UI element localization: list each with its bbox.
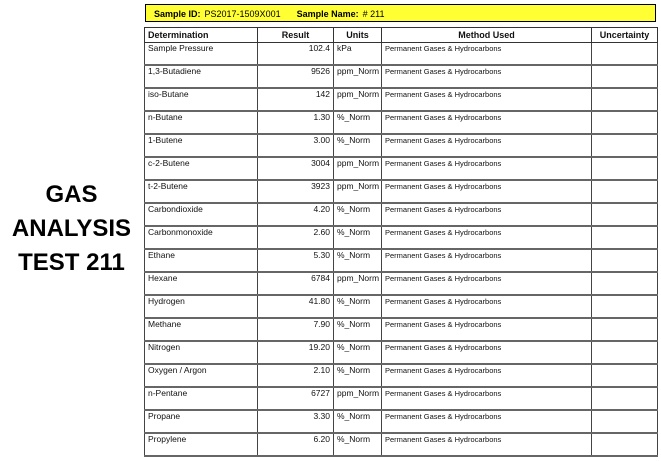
cell-method: Permanent Gases & Hydrocarbons [382, 387, 592, 410]
sample-name-label: Sample Name: [296, 9, 359, 19]
cell-result: 3.30 [258, 410, 334, 433]
table-row [145, 88, 658, 111]
cell-determination: iso-Butane [145, 88, 258, 111]
table-row [145, 295, 658, 318]
cell-determination: Sample Pressure [145, 43, 258, 66]
cell-result: 9526 [258, 65, 334, 88]
cell-result: 3.00 [258, 134, 334, 157]
cell-uncertainty [592, 203, 658, 226]
cell-units: %_Norm [334, 203, 382, 226]
cell-uncertainty [592, 387, 658, 410]
cell-determination: Propylene [145, 433, 258, 456]
cell-method: Permanent Gases & Hydrocarbons [382, 226, 592, 249]
cell-result: 3004 [258, 157, 334, 180]
cell-result: 102.4 [258, 43, 334, 66]
sample-id-value: PS2017-1509X001 [204, 9, 281, 19]
cell-uncertainty [592, 180, 658, 203]
cell-units: %_Norm [334, 134, 382, 157]
table-row [145, 433, 658, 456]
cell-result: 3923 [258, 180, 334, 203]
sample-banner [145, 4, 656, 22]
cell-determination: Nitrogen [145, 341, 258, 364]
cell-units: %_Norm [334, 249, 382, 272]
cell-result: 1.30 [258, 111, 334, 134]
table-row [145, 226, 658, 249]
cell-determination: n-Pentane [145, 387, 258, 410]
cell-method: Permanent Gases & Hydrocarbons [382, 88, 592, 111]
cell-determination: Oxygen / Argon [145, 364, 258, 387]
cell-method: Permanent Gases & Hydrocarbons [382, 272, 592, 295]
table-row [145, 364, 658, 387]
cell-method: Permanent Gases & Hydrocarbons [382, 111, 592, 134]
table-row [145, 111, 658, 134]
header-method: Method Used [382, 28, 592, 43]
table-row [145, 318, 658, 341]
cell-units: ppm_Norm [334, 272, 382, 295]
cell-method: Permanent Gases & Hydrocarbons [382, 410, 592, 433]
cell-uncertainty [592, 88, 658, 111]
cell-uncertainty [592, 295, 658, 318]
cell-determination: Carbondioxide [145, 203, 258, 226]
table-row [145, 410, 658, 433]
cell-determination: 1,3-Butadiene [145, 65, 258, 88]
cell-determination: n-Butane [145, 111, 258, 134]
cell-method: Permanent Gases & Hydrocarbons [382, 43, 592, 66]
cell-determination: Hexane [145, 272, 258, 295]
cell-method: Permanent Gases & Hydrocarbons [382, 203, 592, 226]
cell-units: %_Norm [334, 111, 382, 134]
cell-result: 6784 [258, 272, 334, 295]
cell-result: 7.90 [258, 318, 334, 341]
cell-determination: 1-Butene [145, 134, 258, 157]
cell-units: %_Norm [334, 295, 382, 318]
cell-method: Permanent Gases & Hydrocarbons [382, 318, 592, 341]
cell-uncertainty [592, 65, 658, 88]
cell-units: %_Norm [334, 318, 382, 341]
cell-method: Permanent Gases & Hydrocarbons [382, 65, 592, 88]
cell-uncertainty [592, 134, 658, 157]
cell-uncertainty [592, 364, 658, 387]
cell-units: ppm_Norm [334, 387, 382, 410]
table-header-row [145, 28, 658, 43]
cell-result: 6.20 [258, 433, 334, 456]
table-row [145, 180, 658, 203]
header-result: Result [258, 28, 334, 43]
cell-determination: Ethane [145, 249, 258, 272]
table-row [145, 249, 658, 272]
cell-uncertainty [592, 272, 658, 295]
cell-determination: Carbonmonoxide [145, 226, 258, 249]
sample-id-label: Sample ID: [154, 9, 201, 19]
table-row [145, 157, 658, 180]
cell-result: 41.80 [258, 295, 334, 318]
cell-method: Permanent Gases & Hydrocarbons [382, 341, 592, 364]
cell-result: 6727 [258, 387, 334, 410]
cell-determination: Propane [145, 410, 258, 433]
side-title-line: ANALYSIS [11, 215, 132, 242]
side-title-line: TEST 211 [18, 249, 125, 276]
cell-determination: c-2-Butene [145, 157, 258, 180]
cell-units: ppm_Norm [334, 180, 382, 203]
table-row [145, 43, 658, 66]
cell-uncertainty [592, 226, 658, 249]
cell-method: Permanent Gases & Hydrocarbons [382, 180, 592, 203]
cell-result: 2.60 [258, 226, 334, 249]
cell-units: %_Norm [334, 341, 382, 364]
cell-result: 2.10 [258, 364, 334, 387]
table-row [145, 272, 658, 295]
cell-uncertainty [592, 318, 658, 341]
header-uncertainty: Uncertainty [592, 28, 658, 43]
table-row [145, 134, 658, 157]
side-title [0, 178, 143, 280]
cell-units: ppm_Norm [334, 88, 382, 111]
cell-uncertainty [592, 249, 658, 272]
cell-uncertainty [592, 410, 658, 433]
cell-determination: Hydrogen [145, 295, 258, 318]
table-row [145, 387, 658, 410]
cell-uncertainty [592, 341, 658, 364]
table-row [145, 341, 658, 364]
cell-result: 4.20 [258, 203, 334, 226]
cell-method: Permanent Gases & Hydrocarbons [382, 364, 592, 387]
cell-method: Permanent Gases & Hydrocarbons [382, 157, 592, 180]
cell-result: 19.20 [258, 341, 334, 364]
cell-method: Permanent Gases & Hydrocarbons [382, 249, 592, 272]
cell-result: 142 [258, 88, 334, 111]
header-units: Units [334, 28, 382, 43]
cell-units: ppm_Norm [334, 157, 382, 180]
table-row [145, 203, 658, 226]
cell-method: Permanent Gases & Hydrocarbons [382, 134, 592, 157]
cell-units: %_Norm [334, 410, 382, 433]
cell-result: 5.30 [258, 249, 334, 272]
cell-uncertainty [592, 43, 658, 66]
cell-units: ppm_Norm [334, 65, 382, 88]
table-row [145, 65, 658, 88]
cell-determination: Methane [145, 318, 258, 341]
cell-determination: t-2-Butene [145, 180, 258, 203]
cell-units: kPa [334, 43, 382, 66]
results-table [144, 27, 658, 457]
cell-uncertainty [592, 433, 658, 456]
side-title-line: GAS [45, 181, 98, 208]
cell-units: %_Norm [334, 433, 382, 456]
cell-uncertainty [592, 157, 658, 180]
cell-uncertainty [592, 111, 658, 134]
cell-method: Permanent Gases & Hydrocarbons [382, 433, 592, 456]
cell-units: %_Norm [334, 364, 382, 387]
header-determination: Determination [145, 28, 258, 43]
sample-name-value: # 211 [362, 9, 385, 19]
cell-method: Permanent Gases & Hydrocarbons [382, 295, 592, 318]
cell-units: %_Norm [334, 226, 382, 249]
